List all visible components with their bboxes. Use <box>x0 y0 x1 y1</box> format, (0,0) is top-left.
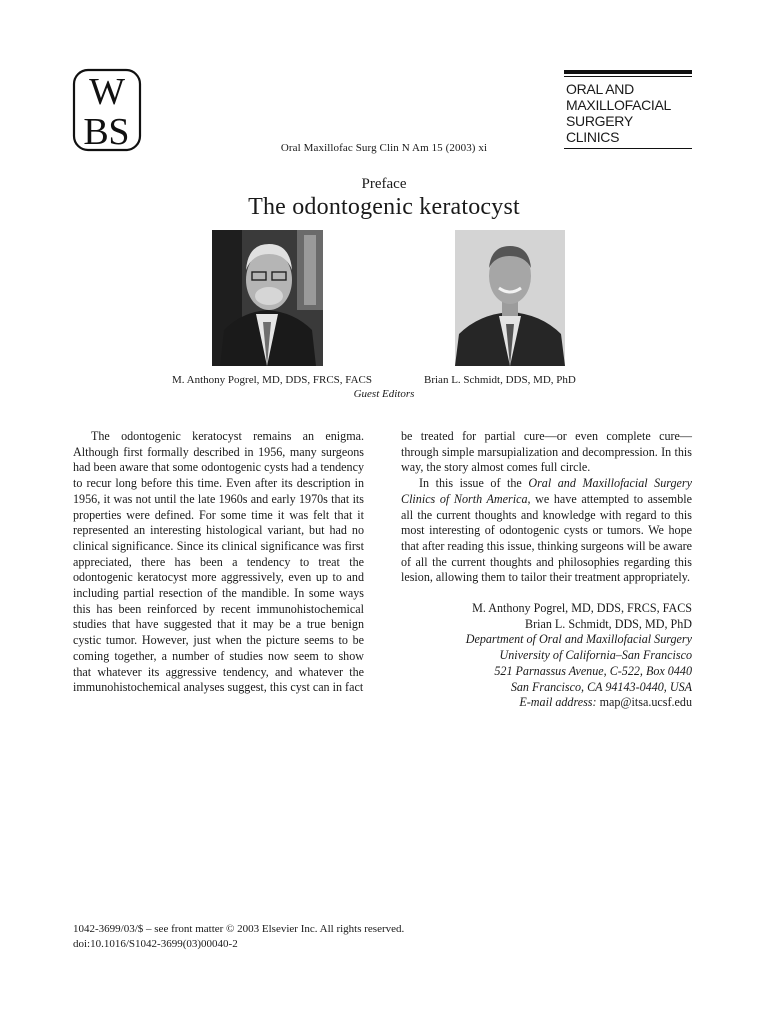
masthead-rule-thin <box>564 76 692 77</box>
signature-address: San Francisco, CA 94143-0440, USA <box>510 679 692 694</box>
article-kicker: Preface <box>361 176 407 192</box>
signature-block <box>401 601 692 711</box>
signature-address: 521 Parnassus Avenue, C-522, Box 0440 <box>494 663 692 678</box>
body-paragraph-1-continued: be treated for partial cure—or even complete cure—through simple marsupialization and decompression. In this way, the story almost comes full circle. <box>401 429 692 475</box>
masthead-line: CLINICS <box>566 129 620 145</box>
signature-name: Brian L. Schmidt, DDS, MD, PhD <box>525 616 692 631</box>
journal-masthead <box>564 70 692 149</box>
email-label: E-mail address: <box>519 695 597 710</box>
logo-letter-s: S <box>108 111 130 152</box>
wbs-logo-icon <box>72 68 142 152</box>
paragraph-text: , we have attempted to assemble all the current thoughts and knowledge with regard to this most interesting of odontogenic cysts or tumors. We hope that after reading this issue, thinking surgeons will be aware of all the current thoughts and philosophies regarding this lesion, allowing them to tailor their treatment appropriately. <box>401 491 692 585</box>
body-column-left <box>73 429 364 696</box>
journal-name-italic: Oral and Maxillofacial Surgery Clinics of North America <box>401 476 693 506</box>
article-title: The odontogenic keratocyst <box>248 194 520 220</box>
body-paragraph-2 <box>401 476 692 586</box>
logo-letter-w: W <box>89 71 125 113</box>
masthead-rule-bottom <box>564 148 692 149</box>
editor-photo-schmidt <box>455 230 565 366</box>
footer-copyright: 1042-3699/03/$ – see front matter © 2003 Elsevier Inc. All rights reserved. <box>73 923 405 935</box>
masthead-line: ORAL AND <box>566 81 634 97</box>
publisher-logo <box>72 68 142 152</box>
body-column-right <box>401 429 692 711</box>
masthead-line: MAXILLOFACIAL <box>566 97 672 113</box>
editor-role: Guest Editors <box>353 388 415 400</box>
signature-name: M. Anthony Pogrel, MD, DDS, FRCS, FACS <box>472 601 692 616</box>
page-footer <box>73 922 404 952</box>
footer-doi: doi:10.1016/S1042-3699(03)00040-2 <box>73 938 238 950</box>
signature-email-line <box>401 695 692 711</box>
editor-photo-pogrel <box>212 230 323 366</box>
portrait-image <box>455 230 565 366</box>
signature-department: Department of Oral and Maxillofacial Surgery <box>465 632 692 647</box>
editor-caption-left: M. Anthony Pogrel, MD, DDS, FRCS, FACS <box>172 374 372 386</box>
journal-citation: Oral Maxillofac Surg Clin N Am 15 (2003) xi <box>280 142 488 154</box>
signature-university: University of California–San Francisco <box>499 648 692 663</box>
paragraph-text: In this issue of the <box>419 476 529 491</box>
email-address[interactable]: map@itsa.ucsf.edu <box>599 695 692 710</box>
portrait-image <box>212 230 323 366</box>
masthead-line: SURGERY <box>566 113 633 129</box>
editor-caption-right: Brian L. Schmidt, DDS, MD, PhD <box>424 374 576 386</box>
masthead-rule-thick <box>564 70 692 74</box>
body-paragraph-1: The odontogenic keratocyst remains an enigma. Although first formally described in 1956, many surgeons had been aware that some odontogenic cysts had a tendency to recur long before this time. Even after its description in 1956, it was not until the late 1960s and early 1970s that its properties were defined. For some time it was felt that it represented an interesting histological variant, but had no clinical significance. Since its clinical significance was first appreciated, there has been a tendency to treat the odontogenic keratocyst more aggressively, even up to and including partial resection of the mandible. In some ways this has been reinforced by recent immunohistochemical studies that have suggested that it may be a true benign cystic tumor. However, just when the picture seems to be coming together, a number of studies now seem to show that whatever its aggressive tendency, and whatever the immunohistochemical analyses suggest, this cyst can in fact <box>73 429 364 695</box>
logo-letter-b: B <box>83 111 109 152</box>
